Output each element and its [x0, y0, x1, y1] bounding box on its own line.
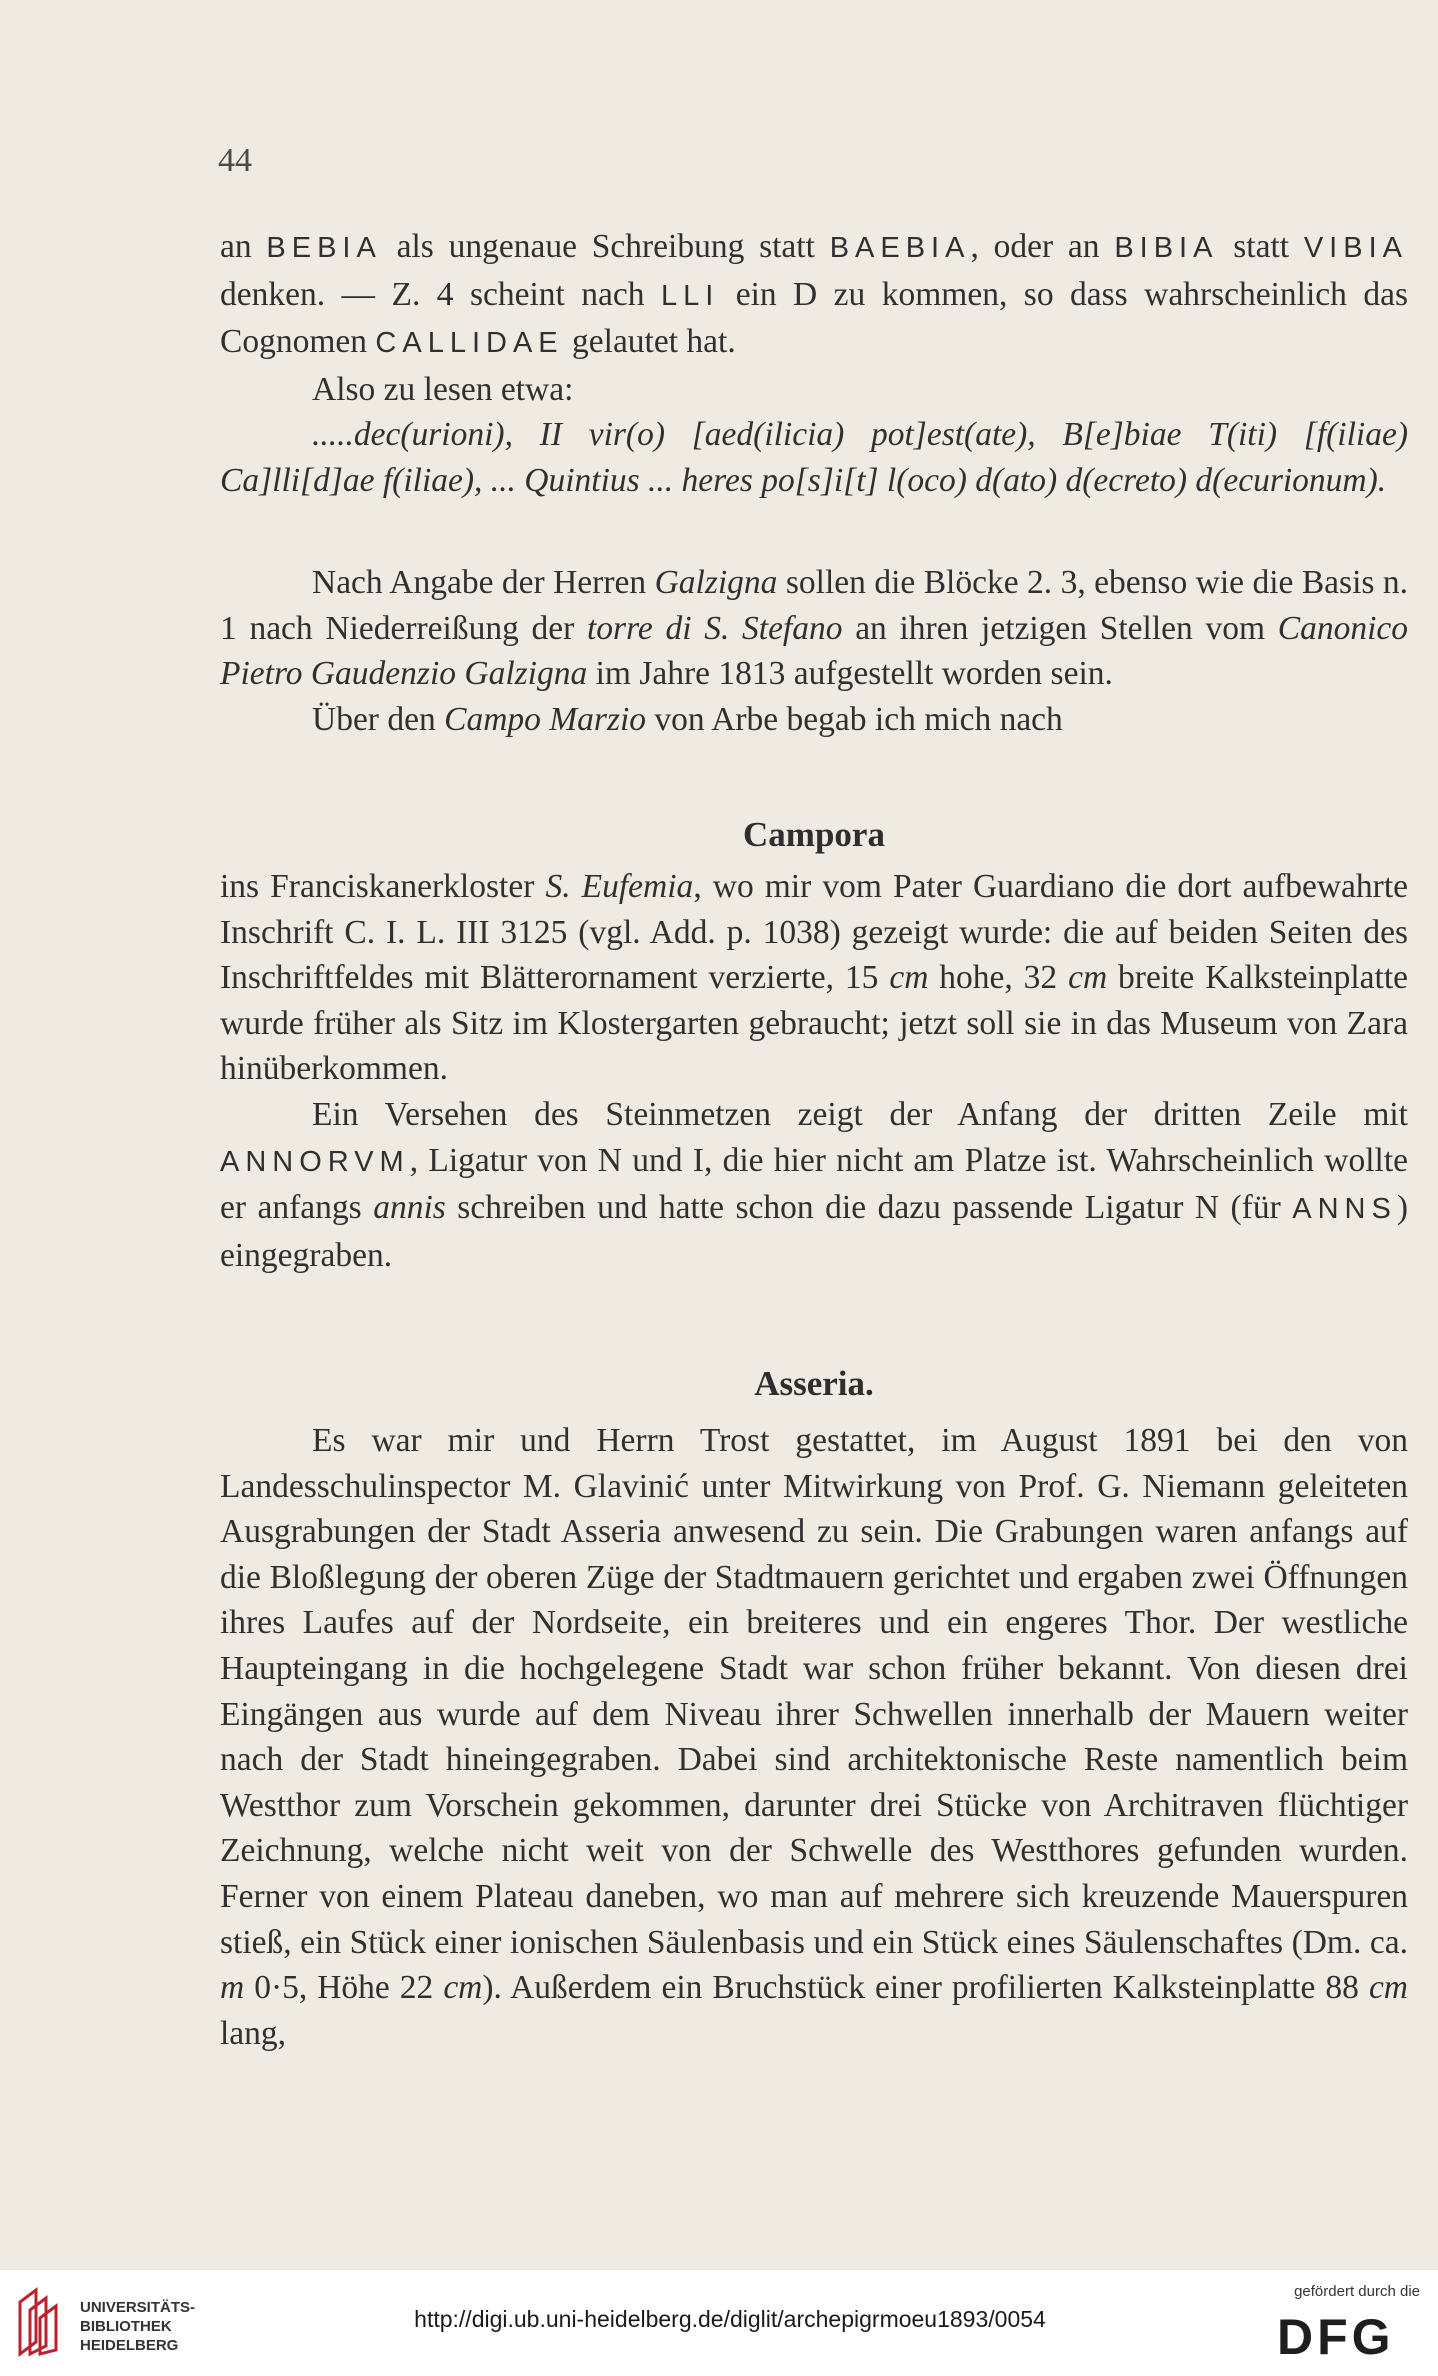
- library-name-line: UNIVERSITÄTS-: [80, 2299, 196, 2316]
- text-run: , wo mir vom Pater Guardiano die dort aufbewahrte Inschrift C. I. L. III 3125 (vgl. Add. p. 1038) gezeigt wurde: die auf beiden Seiten des Inschriftfeldes mit Blätterornament verzierte, 15: [220, 868, 1408, 997]
- text-run: statt: [1218, 228, 1304, 265]
- text-run: breite Kalksteinplatte wurde früher als Sitz im Klostergarten gebraucht; jetzt soll sie in das Museum von Zara hinüberkommen.: [220, 959, 1408, 1088]
- italic-run: Galzigna: [654, 564, 778, 601]
- text-run: sollen die Blöcke 2. 3, ebenso wie die Basis n. 1 nach Niederreißung der: [220, 564, 1408, 647]
- inscription-word: VIBIA: [1303, 232, 1408, 264]
- inscription-word: BEBIA: [266, 232, 382, 264]
- paragraph-reading: .....dec(urioni), II vir(o) [aed(ilicia) pot]est(ate), B[e]biae T(iti) [f(iliae) Ca]lli[d]ae f(iliae), ... Quintius ... heres po[s]i[t] l(oco) d(ato) d(ecreto) d(ecurionum).: [220, 416, 1408, 499]
- text-run: ins Franciskanerkloster: [220, 868, 546, 905]
- paragraph-bebia: [220, 224, 1408, 367]
- library-name-line: BIBLIOTHEK: [80, 2318, 172, 2335]
- inscription-word: BIBIA: [1114, 232, 1219, 264]
- text-run: ein D zu kommen, so dass wahrscheinlich das Cognomen: [220, 275, 1409, 361]
- text-run: hohe, 32: [928, 959, 1069, 997]
- text-run: Nach Angabe der Herren: [312, 564, 655, 601]
- paragraph-ausgrabungen: [220, 1418, 1408, 2056]
- paragraph-eufemia: [220, 864, 1408, 1092]
- text-run: lang,: [220, 2014, 287, 2052]
- text-run: von Arbe begab ich mich nach: [646, 700, 1063, 738]
- inscription-word: ANNS: [1292, 1193, 1397, 1226]
- source-url-link[interactable]: http://digi.ub.uni-heidelberg.de/diglit/archepigrmoeu1893/0054: [414, 2306, 1046, 2332]
- section-heading-campora: Campora: [743, 815, 885, 854]
- text-run: denken. — Z. 4 scheint nach: [220, 275, 661, 313]
- galzigna-text-block: [220, 560, 1408, 742]
- text-run: , oder an: [970, 228, 1115, 265]
- section-heading-asseria: Asseria.: [754, 1364, 874, 1403]
- library-logo-icon: [14, 2284, 64, 2360]
- inscription-word: ANNORVM: [220, 1145, 410, 1178]
- italic-run: cm: [1068, 959, 1108, 997]
- library-name-line: HEIDELBERG: [80, 2337, 179, 2354]
- paragraph-campo-marzio: [220, 697, 1408, 743]
- library-name: [80, 2298, 195, 2355]
- text-run: im Jahre 1813 aufgestellt worden sein.: [587, 655, 1113, 693]
- italic-run: Canonico Pietro Gaudenzio Galzigna: [220, 609, 1408, 693]
- text-run: , Ligatur von N und I, die hier nicht am Platze ist. Wahrscheinlich wollte er anfangs: [220, 1141, 1408, 1227]
- paragraph-galzigna: [220, 560, 1408, 697]
- text-run: schreiben und hatte schon die dazu passende Ligatur N (für: [445, 1189, 1293, 1227]
- intro-text-block: [220, 224, 1408, 504]
- italic-run: cm: [443, 1969, 483, 2007]
- dfg-logo: DFG: [1277, 2309, 1395, 2365]
- page-number: 44: [218, 142, 252, 179]
- italic-run: S. Eufemia: [545, 868, 694, 905]
- paragraph-also: Also zu lesen etwa:: [312, 370, 574, 408]
- campora-text-block: [220, 864, 1408, 1278]
- italic-run: m: [220, 1969, 245, 2007]
- funded-by-text: gefördert durch die: [1294, 2283, 1420, 2300]
- text-run: gelautet hat.: [563, 323, 736, 361]
- italic-run: Campo Marzio: [444, 700, 647, 738]
- text-run: an ihren jetzigen Stellen vom: [842, 609, 1278, 647]
- text-run: Über den: [312, 700, 445, 738]
- italic-run: annis: [373, 1189, 446, 1227]
- text-run: Es war mir und Herrn Trost gestattet, im August 1891 bei den von Landesschulinspector M. Glavinić unter Mitwirkung von Prof. G. Niemann geleiteten Ausgrabungen der Stadt Asseria anwesend zu sein. Die Grabungen waren anfangs auf die Bloßlegung der oberen Züge der Stadtmauern gerichtet und ergaben zwei Öffnungen ihres Laufes auf der Nordseite, ein breiteres und ein engeres Thor. Der westliche Haupteingang in die hochgelegene Stadt war schon früher bekannt. Von diesen drei Eingängen aus wurde auf dem Niveau ihrer Schwellen innerhalb der Mauern weiter nach der Stadt hineingegraben. Dabei sind architektonische Reste namentlich beim Westthor zum Vorschein gekommen, darunter drei Stücke von Architraven flüchtiger Zeichnung, welche nicht weit von der Schwelle des Westthores gefunden wurden. Ferner von einem Plateau daneben, wo man auf mehrere sich kreuzende Mauerspuren stieß, ein Stück einer ionischen Säulenbasis und ein Stück eines Säulenschaftes (Dm. ca.: [220, 1422, 1408, 1961]
- text-run: 0·5, Höhe 22: [244, 1969, 444, 2007]
- inscription-word: BAEBIA: [829, 232, 971, 264]
- text-run: ) eingegraben.: [220, 1189, 1408, 1274]
- asseria-text-block: [220, 1418, 1408, 2056]
- inscription-word: LLI: [660, 279, 720, 312]
- text-run: Ein Versehen des Steinmetzen zeigt der Anfang der dritten Zeile mit: [312, 1095, 1408, 1133]
- italic-run: cm: [1368, 1969, 1408, 2007]
- text-run: an: [220, 228, 267, 265]
- italic-run: cm: [889, 959, 929, 997]
- italic-run: torre di S. Stefano: [587, 609, 843, 647]
- inscription-word: CALLIDAE: [375, 327, 564, 360]
- paragraph-versehen: [220, 1092, 1408, 1278]
- text-run: als ungenaue Schreibung statt: [381, 228, 830, 265]
- text-run: ). Außerdem ein Bruchstück einer profilierten Kalksteinplatte 88: [482, 1969, 1369, 2007]
